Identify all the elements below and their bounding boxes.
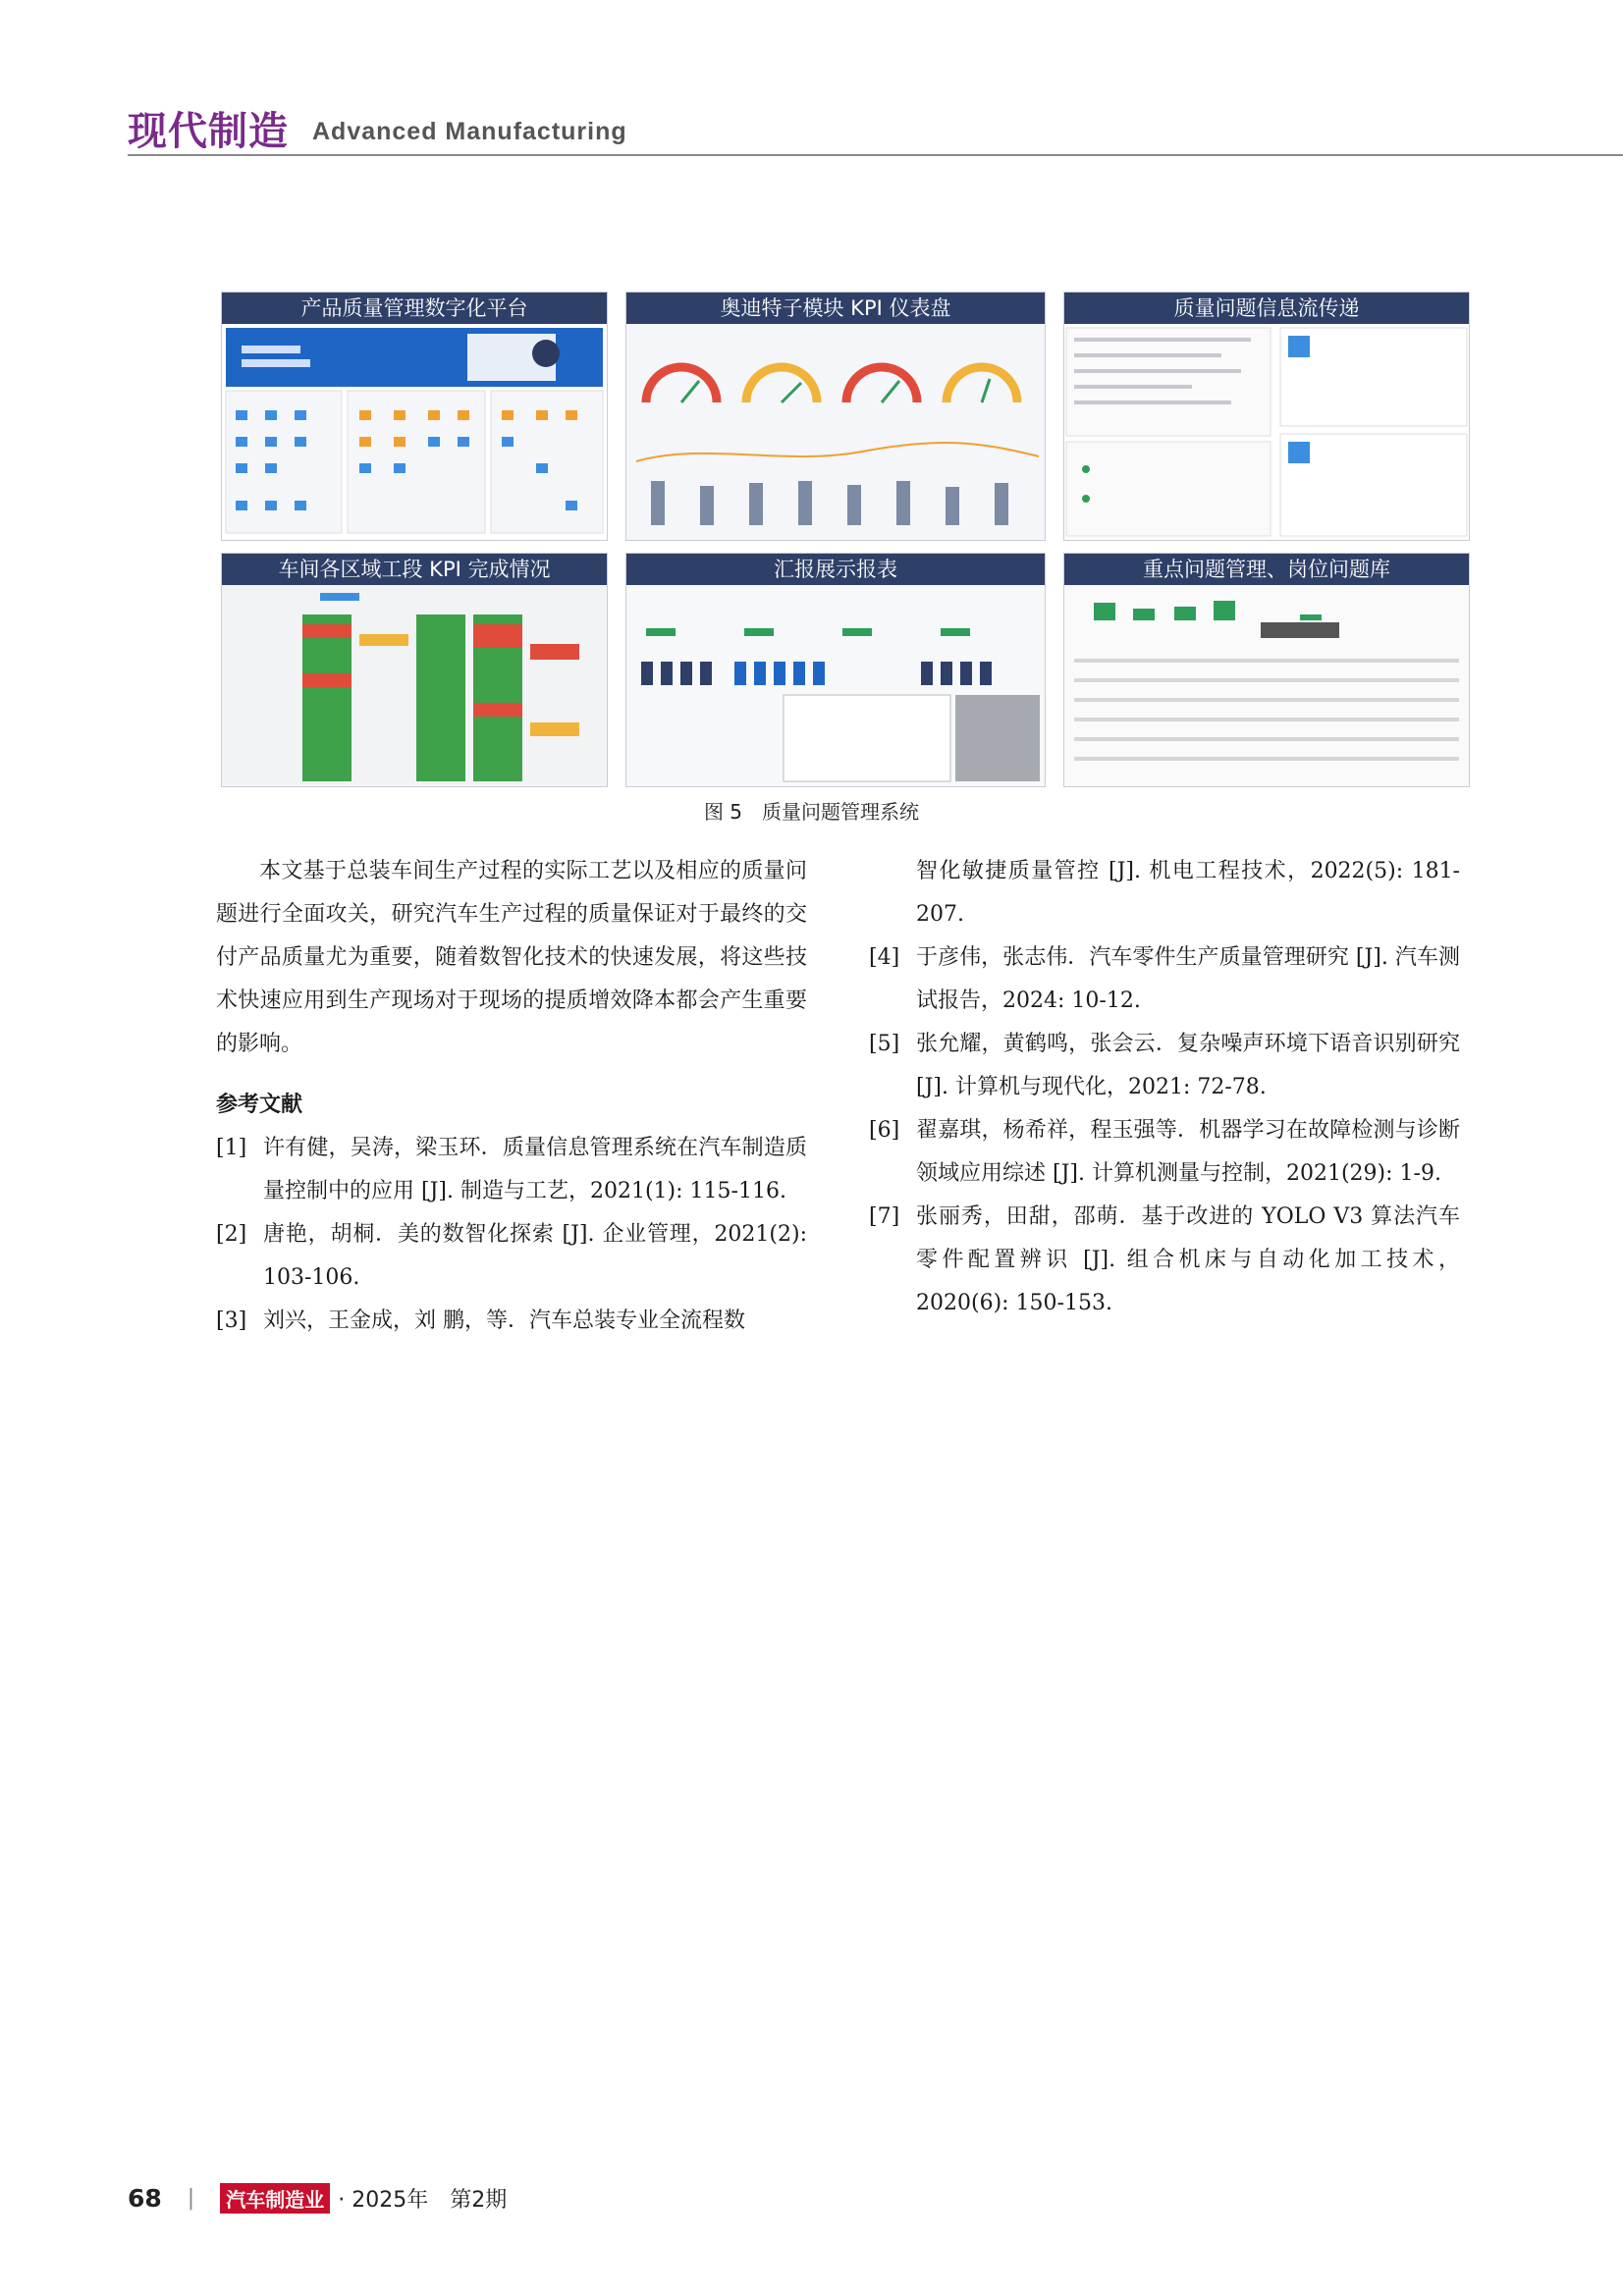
- right-column: [869, 850, 1460, 1325]
- reference-item: [869, 1196, 1460, 1325]
- reference-item: [869, 1023, 1460, 1109]
- references-heading: 参考文献: [216, 1093, 303, 1117]
- ref-text: 翟嘉琪，杨希祥，程玉强等．机器学习在故障检测与诊断领域应用综述 [J]. 计算机测量与控制，2021(29): 1-9.: [916, 1118, 1460, 1186]
- ref-text: 智化敏捷质量管控 [J]. 机电工程技术，2022(5): 181-207.: [916, 859, 1460, 927]
- ref-number: [3]: [216, 1308, 247, 1333]
- header-rule: [128, 154, 1623, 156]
- ref-number: [4]: [869, 945, 900, 970]
- ref-number: [7]: [869, 1204, 900, 1229]
- magazine-logo: 汽车制造业: [220, 2183, 330, 2214]
- gauge-screenshot: [626, 324, 1045, 540]
- panel-title: 质量问题信息流传递: [1064, 293, 1469, 324]
- ref-text: 刘兴，王金成，刘 鹏，等．汽车总装专业全流程数: [263, 1308, 745, 1333]
- reference-item-continued: [869, 850, 1460, 936]
- page-footer: [128, 2183, 507, 2214]
- ref-text: 于彦伟，张志伟．汽车零件生产质量管理研究 [J]. 汽车测试报告，2024: 10-12.: [916, 945, 1460, 1013]
- panel-title: 汇报展示报表: [626, 554, 1045, 585]
- panel-title: 车间各区域工段 KPI 完成情况: [222, 554, 607, 585]
- kpi-table-screenshot: [222, 585, 607, 786]
- panel-title: 奥迪特子模块 KPI 仪表盘: [626, 293, 1045, 324]
- ref-text: 张允耀，黄鹤鸣，张会云．复杂噪声环境下语音识别研究 [J]. 计算机与现代化，2021: 72-78.: [916, 1032, 1460, 1099]
- panel-title: 产品质量管理数字化平台: [222, 293, 607, 324]
- reference-item: [216, 1127, 807, 1213]
- panel-area-kpi: [221, 553, 608, 787]
- journal-title-cn: 现代制造: [128, 109, 289, 154]
- reference-item: [869, 1109, 1460, 1196]
- page-number: 68: [128, 2184, 162, 2213]
- panel-quality-platform: [221, 292, 608, 541]
- info-flow-screenshot: [1064, 324, 1469, 540]
- journal-title-en: Advanced Manufacturing: [312, 118, 627, 145]
- figure-caption: 图 5 质量问题管理系统: [703, 800, 920, 824]
- panel-key-issues: [1063, 553, 1470, 787]
- ref-number: [5]: [869, 1032, 900, 1056]
- ref-text: 唐艳，胡桐．美的数智化探索 [J]. 企业管理，2021(2): 103-106.: [263, 1222, 807, 1290]
- left-column: [216, 850, 807, 1343]
- reference-item: [216, 1213, 807, 1300]
- ref-number: [6]: [869, 1118, 900, 1143]
- panel-info-flow: [1063, 292, 1470, 541]
- reference-item: [216, 1300, 807, 1343]
- footer-separator: |: [187, 2186, 195, 2211]
- panel-report: [625, 553, 1046, 787]
- body-text: [216, 850, 807, 1066]
- issue-table-screenshot: [1064, 585, 1469, 786]
- report-screenshot: [626, 585, 1045, 786]
- ref-text: 张丽秀，田甜，邵萌．基于改进的 YOLO V3 算法汽车零件配置辨识 [J]. 组合机床与自动化加工技术，2020(6): 150-153.: [916, 1204, 1460, 1315]
- reference-item: [869, 936, 1460, 1023]
- ref-number: [1]: [216, 1136, 247, 1160]
- ref-number: [2]: [216, 1222, 247, 1247]
- panel-title: 重点问题管理、岗位问题库: [1064, 554, 1469, 585]
- issue-info: · 2025年 第2期: [338, 2188, 508, 2213]
- figure-5: [221, 292, 1468, 785]
- platform-screenshot: [222, 324, 607, 540]
- paragraph: 本文基于总装车间生产过程的实际工艺以及相应的质量问题进行全面攻关，研究汽车生产过程的质量保证对于最终的交付产品质量尤为重要，随着数智化技术的快速发展，将这些技术快速应用到生产现场对于现场的提质增效降本都会产生重要的影响。: [216, 859, 807, 1056]
- panel-kpi-dashboard: [625, 292, 1046, 541]
- ref-text: 许有健，吴涛，梁玉环．质量信息管理系统在汽车制造质量控制中的应用 [J]. 制造与工艺，2021(1): 115-116.: [263, 1136, 807, 1203]
